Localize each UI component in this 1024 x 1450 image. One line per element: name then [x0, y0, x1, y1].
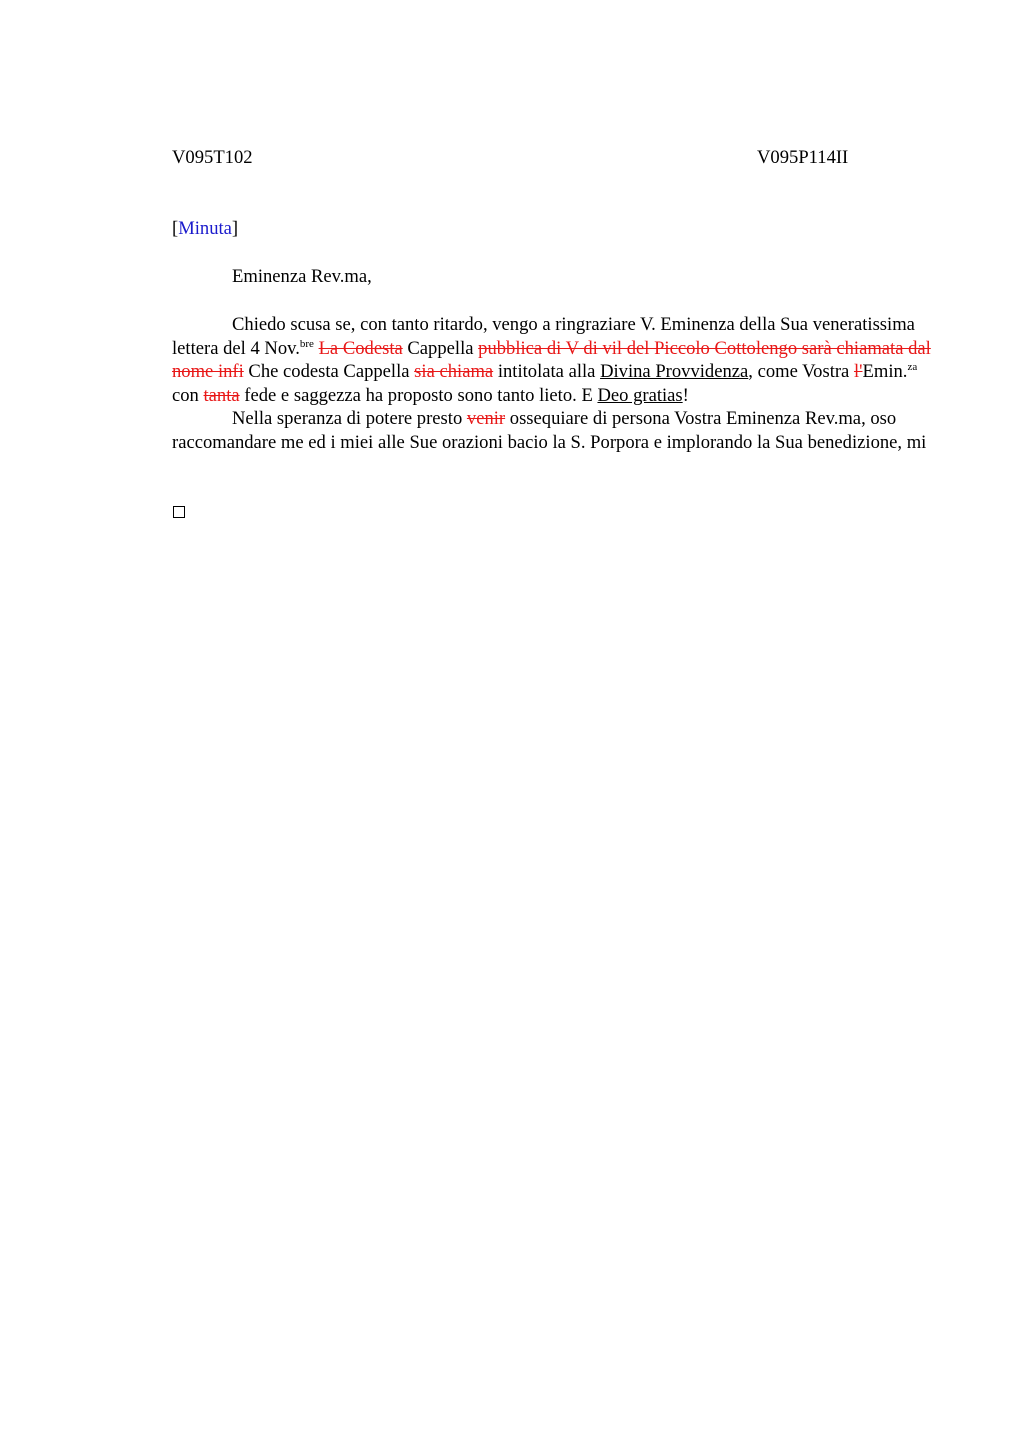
underlined-text: Divina Provvidenza: [600, 361, 749, 383]
text-span: fede e saggezza ha proposto sono tanto lieto. E: [239, 384, 598, 406]
superscript: bre: [299, 337, 314, 350]
text-span: Che codesta Cappella: [243, 361, 415, 383]
underlined-text: Deo gratias: [597, 384, 683, 406]
deleted-text: pubblica di V di vil del Piccolo Cottolengo sarà chiamata dal nome infi: [172, 337, 931, 383]
deleted-text: venir: [466, 408, 506, 430]
superscript: za: [907, 361, 918, 374]
text-span: intitolata alla: [493, 361, 601, 383]
text-span: Chiedo scusa se, con tanto ritardo, vengo a ringraziare V. Eminenza della Sua veneratissima lettera del 4 Nov.: [172, 314, 915, 359]
deleted-text: l': [853, 361, 863, 383]
document-code-right: V095P114II: [757, 147, 849, 168]
text-span: Cappella: [402, 337, 479, 359]
checkbox-square[interactable]: [173, 506, 185, 518]
text-span: con: [172, 384, 204, 406]
text-span: ossequiare di persona Vostra Eminenza Rev.ma, oso raccomandare me ed i miei alle Sue orazioni bacio la S. Porpora e implorando la Sua benedizione, mi: [172, 408, 927, 453]
draft-label: [172, 218, 238, 240]
text-span: , come Vostra: [748, 361, 854, 383]
text-span: Emin.: [862, 361, 908, 383]
draft-label-open-bracket: [: [172, 218, 179, 239]
text-span: !: [682, 384, 689, 406]
document-code-left: V095T102: [172, 147, 253, 168]
text-span: Nella speranza di potere presto: [232, 408, 467, 430]
deleted-text: La Codesta: [318, 337, 403, 359]
deleted-text: sia chiama: [414, 361, 494, 383]
salutation: Eminenza Rev.ma,: [232, 266, 372, 287]
paragraph-2: [172, 407, 932, 454]
draft-label-close-bracket: ]: [231, 218, 239, 239]
deleted-text: tanta: [203, 384, 240, 406]
draft-label-text: Minuta: [178, 218, 232, 239]
letter-body: [172, 313, 932, 455]
paragraph-1: [172, 313, 932, 407]
